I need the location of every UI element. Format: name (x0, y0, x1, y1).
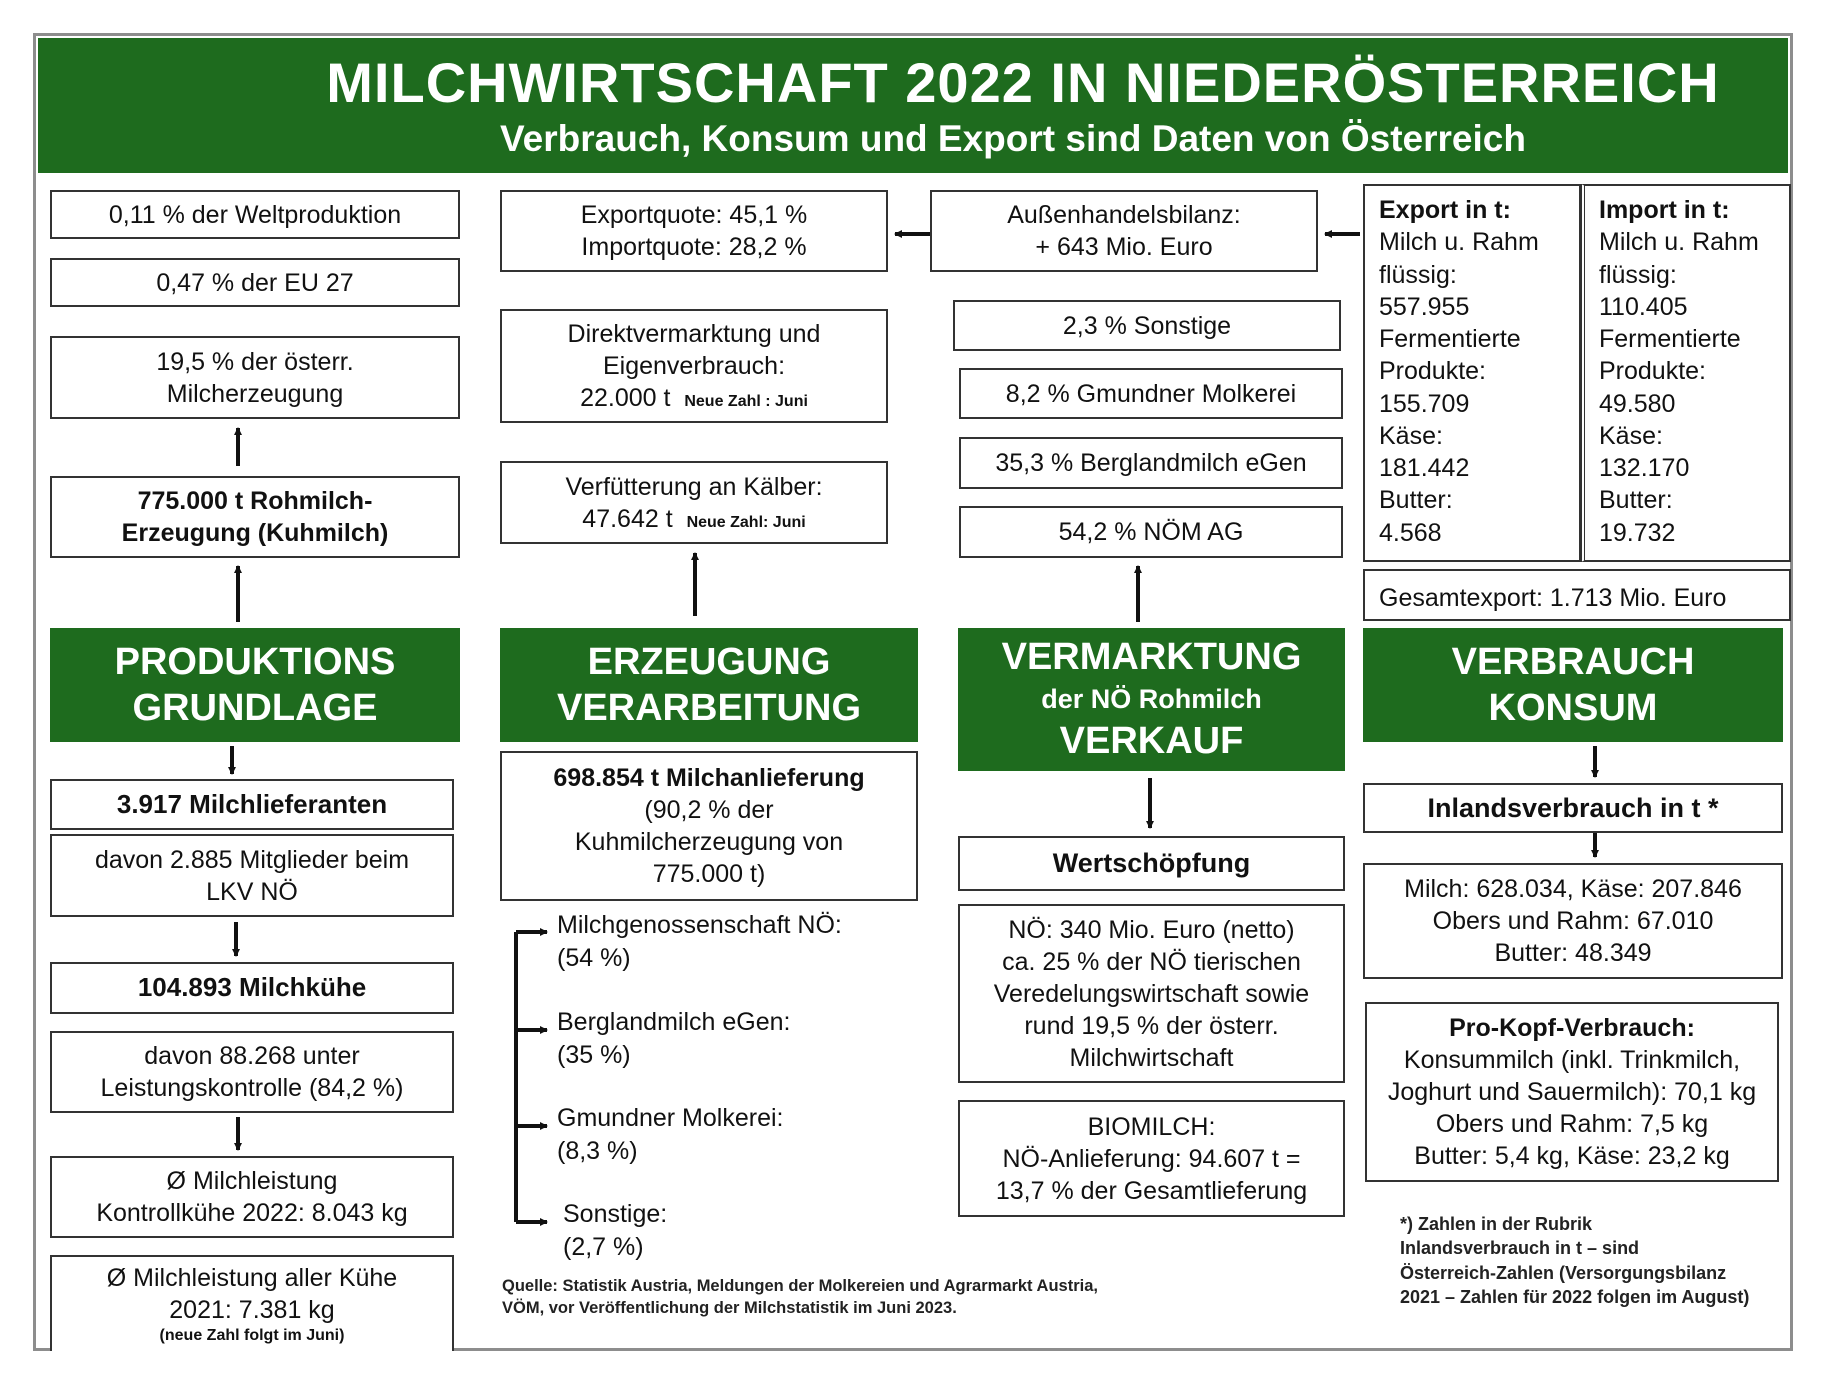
biomilch-line1: BIOMILCH: (1087, 1112, 1216, 1141)
anteil-bergland: 35,3 % Berglandmilch eGen (995, 449, 1307, 477)
kontrolle-line1: davon 88.268 unter (144, 1042, 360, 1070)
fussnote-line4: 2021 – Zahlen für 2022 folgen im August) (1400, 1286, 1750, 1307)
genossenschaft-name: Milchgenossenschaft NÖ: (557, 911, 842, 939)
export-milch-value: 557.955 (1379, 292, 1470, 321)
export-kaese-label: Käse: (1379, 421, 1443, 450)
kaelber-note: Neue Zahl: Juni (686, 513, 806, 531)
importquote: Importquote: 28,2 % (581, 233, 807, 261)
export-fluessig-label: flüssig: (1379, 260, 1457, 289)
anlieferung-line4: 775.000 t) (652, 860, 766, 888)
quelle-line1: Quelle: Statistik Austria, Meldungen der Molkereien und Agrarmarkt Austria, (502, 1277, 1098, 1295)
wert-line1: NÖ: 340 Mio. Euro (netto) (1008, 915, 1295, 944)
import-milch-value: 110.405 (1599, 292, 1688, 321)
anteil-noem: 54,2 % NÖM AG (1058, 518, 1244, 546)
header-erzeugung-line2: VERARBEITUNG (556, 687, 862, 729)
header-produktion-line1: PRODUKTIONS (114, 640, 396, 683)
rohmilch-line2: Erzeugung (Kuhmilch) (121, 519, 389, 547)
fussnote-line2: Inlandsverbrauch in t – sind (1400, 1238, 1640, 1259)
direkt-note: Neue Zahl : Juni (684, 393, 808, 410)
export-milch-label: Milch u. Rahm (1379, 228, 1539, 257)
genossenschaft-name: Sonstige: (563, 1200, 668, 1228)
inlandsverbrauch-title: Inlandsverbrauch in t * (1427, 792, 1719, 823)
export-butter-value: 4.568 (1379, 518, 1442, 547)
page-title: MILCHWIRTSCHAFT 2022 IN NIEDERÖSTERREICH (326, 51, 1720, 114)
leistung-alle-note: (neue Zahl folgt im Juni) (159, 1326, 345, 1344)
header-verbrauch-line1: VERBRAUCH (1451, 640, 1695, 683)
leistung-alle-line2: 2021: 7.381 kg (169, 1295, 335, 1324)
prokopf-line2: Joghurt und Sauermilch): 70,1 kg (1387, 1078, 1757, 1106)
header-vermarktung-line3: VERKAUF (1059, 720, 1244, 763)
welt-anteil: 0,11 % der Weltproduktion (108, 200, 402, 229)
fussnote-line1: *) Zahlen in der Rubrik (1400, 1214, 1593, 1234)
oesterr-anteil-line2: Milcherzeugung (166, 379, 344, 408)
wertschoepfung: Wertschöpfung (1052, 848, 1251, 879)
import-butter-value: 19.732 (1599, 518, 1676, 547)
header-erzeugung-line1: ERZEUGUNG (587, 640, 831, 683)
header-produktion-line2: GRUNDLAGE (132, 687, 378, 729)
import-produkte-label: Produkte: (1599, 357, 1707, 386)
wert-line4: rund 19,5 % der österr. (1024, 1011, 1279, 1040)
inland-line1: Milch: 628.034, Käse: 207.846 (1404, 875, 1742, 903)
import-milch-label: Milch u. Rahm (1599, 228, 1759, 257)
lkv-line1: davon 2.885 Mitglieder beim (94, 845, 410, 874)
biomilch-line2: NÖ-Anlieferung: 94.607 t = (1002, 1144, 1301, 1173)
header-vermarktung-line1: VERMARKTUNG (1001, 636, 1302, 679)
import-kaese-value: 132.170 (1599, 454, 1690, 482)
oesterr-anteil-line1: 19,5 % der österr. (156, 347, 354, 376)
import-butter-label: Butter: (1599, 486, 1673, 515)
prokopf-title: Pro-Kopf-Verbrauch: (1449, 1014, 1695, 1042)
genossenschaft-name: Berglandmilch eGen: (557, 1008, 791, 1036)
import-ferment-label: Fermentierte (1599, 325, 1741, 353)
kaelber-line1: Verfütterung an Kälber: (565, 472, 823, 501)
import-ferment-value: 49.580 (1599, 389, 1676, 418)
header-verbrauch-line2: KONSUM (1488, 687, 1658, 729)
direkt-line2: Eigenverbrauch: (602, 352, 786, 380)
milchkuehe: 104.893 Milchkühe (137, 972, 367, 1003)
exportquote: Exportquote: 45,1 % (580, 201, 808, 229)
genossenschaft-share: (2,7 %) (563, 1232, 644, 1261)
wert-line2: ca. 25 % der NÖ tierischen (1002, 947, 1301, 976)
rohmilch-line1: 775.000 t Rohmilch- (137, 487, 373, 515)
kontrolle-line2: Leistungskontrolle (84,2 %) (100, 1074, 404, 1102)
eu-anteil: 0,47 % der EU 27 (156, 268, 354, 297)
prokopf-line3: Obers und Rahm: 7,5 kg (1435, 1110, 1709, 1138)
genossenschaft-share: (54 %) (557, 943, 631, 972)
export-produkte-label: Produkte: (1379, 357, 1487, 386)
gesamtexport: Gesamtexport: 1.713 Mio. Euro (1379, 584, 1727, 612)
lieferanten: 3.917 Milchlieferanten (116, 788, 388, 819)
inland-line3: Butter: 48.349 (1494, 939, 1652, 967)
export-ferment-value: 155.709 (1379, 389, 1470, 418)
page-subtitle: Verbrauch, Konsum und Export sind Daten von Österreich (500, 118, 1526, 159)
genossenschaft-share: (8,3 %) (557, 1136, 638, 1165)
export-butter-label: Butter: (1379, 486, 1453, 515)
anlieferung-line3: Kuhmilcherzeugung von (574, 828, 844, 856)
wert-line5: Milchwirtschaft (1069, 1043, 1234, 1072)
handelsbilanz-line1: Außenhandelsbilanz: (1007, 201, 1241, 229)
lkv-line2: LKV NÖ (206, 877, 298, 906)
genossenschaft-name: Gmundner Molkerei: (557, 1104, 784, 1132)
import-kaese-label: Käse: (1599, 421, 1663, 450)
leistung-kontroll-line2: Kontrollkühe 2022: 8.043 kg (96, 1199, 408, 1227)
anlieferung-line2: (90,2 % der (644, 796, 774, 824)
kaelber-value: 47.642 t (582, 504, 673, 533)
import-title: Import in t: (1599, 196, 1730, 224)
export-ferment-label: Fermentierte (1379, 325, 1521, 353)
anlieferung-line1: 698.854 t Milchanlieferung (553, 764, 865, 792)
header-vermarktung-line2: der NÖ Rohmilch (1041, 683, 1262, 714)
direkt-line1: Direktvermarktung und (567, 320, 821, 348)
leistung-alle-line1: Ø Milchleistung aller Kühe (106, 1263, 398, 1292)
direkt-value: 22.000 t (580, 384, 671, 412)
export-kaese-value: 181.442 (1379, 454, 1470, 482)
wert-line3: Veredelungswirtschaft sowie (993, 979, 1310, 1008)
genossenschaft-share: (35 %) (557, 1040, 631, 1069)
export-title: Export in t: (1379, 196, 1511, 224)
handelsbilanz-line2: + 643 Mio. Euro (1035, 233, 1213, 261)
quelle-line2: VÖM, vor Veröffentlichung der Milchstatistik im Juni 2023. (502, 1299, 957, 1318)
prokopf-line1: Konsummilch (inkl. Trinkmilch, (1403, 1046, 1741, 1074)
import-fluessig-label: flüssig: (1599, 260, 1677, 289)
biomilch-line3: 13,7 % der Gesamtlieferung (995, 1176, 1308, 1205)
prokopf-line4: Butter: 5,4 kg, Käse: 23,2 kg (1414, 1142, 1730, 1170)
anteil-gmundner: 8,2 % Gmundner Molkerei (1005, 379, 1297, 408)
leistung-kontroll-line1: Ø Milchleistung (166, 1167, 338, 1195)
fussnote-line3: Österreich-Zahlen (Versorgungsbilanz (1400, 1262, 1727, 1283)
inland-line2: Obers und Rahm: 67.010 (1432, 907, 1714, 935)
anteil-sonstige: 2,3 % Sonstige (1062, 311, 1232, 340)
